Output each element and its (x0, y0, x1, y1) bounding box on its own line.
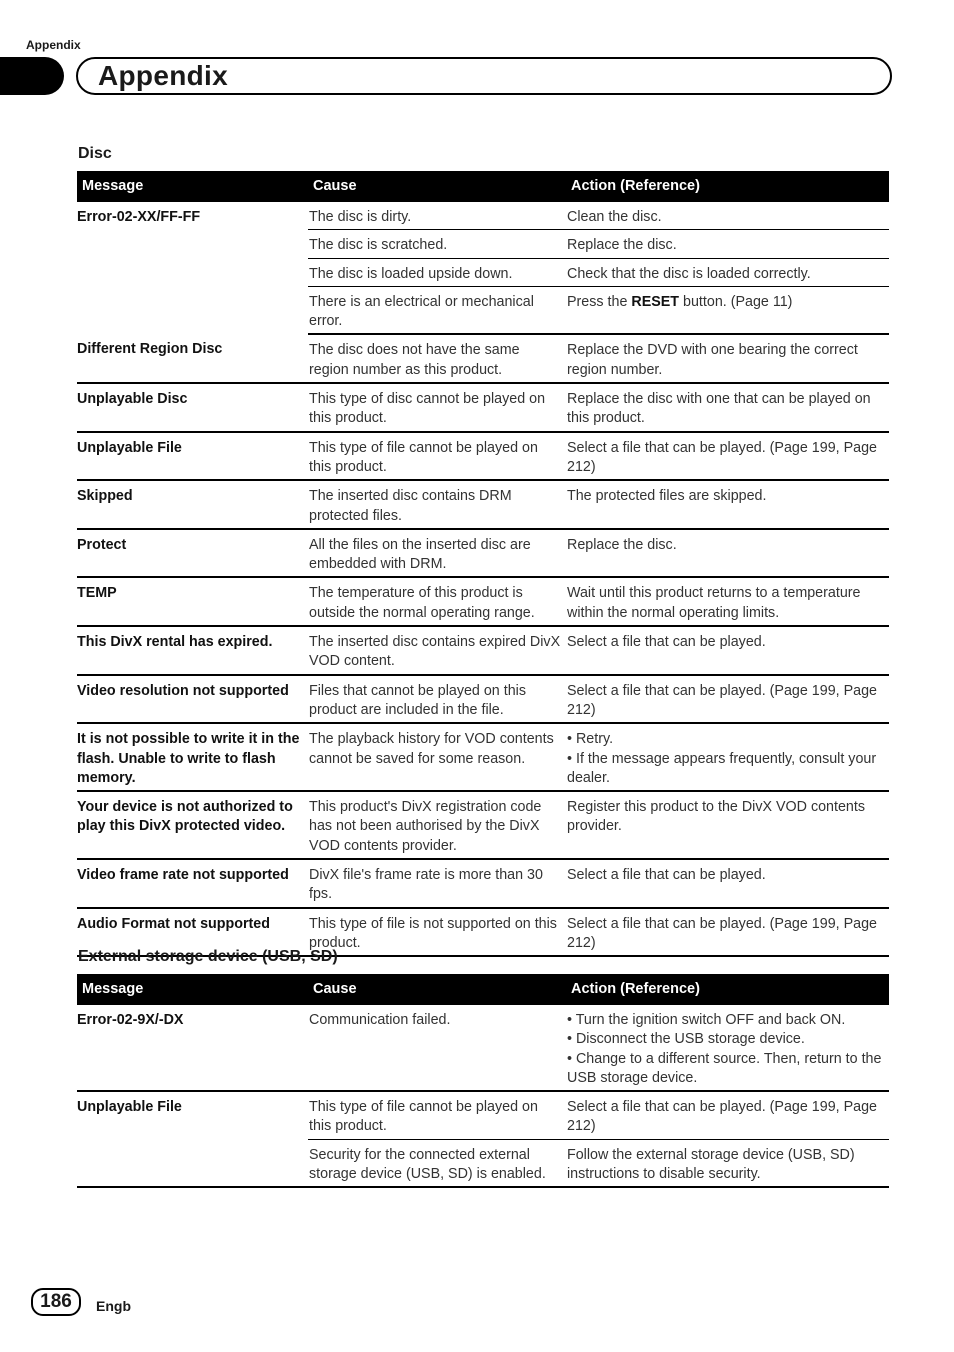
cause-cell: The disc is loaded upside down. (308, 258, 566, 286)
cause-cell: All the files on the inserted disc are embedded with DRM. (308, 529, 566, 578)
action-cell: Select a file that can be played. (Page 199, Page 212) (566, 675, 889, 724)
action-cell: Check that the disc is loaded correctly. (566, 258, 889, 286)
table-row (77, 432, 889, 481)
cause-cell: There is an electrical or mechanical error. (308, 286, 566, 334)
table-row (77, 334, 889, 383)
cause-cell: The temperature of this product is outside the normal operating range. (308, 577, 566, 626)
table-row (77, 480, 889, 529)
message-cell: Audio Format not supported (77, 908, 308, 957)
cause-cell: The disc is dirty. (308, 202, 566, 230)
cause-cell: This type of file cannot be played on this product. (308, 1091, 566, 1139)
breadcrumb: Appendix (26, 38, 81, 52)
language-code: Engb (96, 1298, 131, 1314)
table-header-row (77, 171, 889, 202)
table-row (77, 723, 889, 791)
table-row (77, 791, 889, 859)
action-cell: The protected files are skipped. (566, 480, 889, 529)
action-cell: Select a file that can be played. (Page 199, Page 212) (566, 1091, 889, 1139)
page-title: Appendix (98, 60, 228, 91)
action-text: Press the (567, 293, 632, 310)
action-bullet: • Change to a different source. Then, return to the USB storage device. (567, 1050, 882, 1086)
message-cell: TEMP (77, 577, 308, 626)
disc-error-table (77, 171, 889, 957)
action-text: button. (Page 11) (679, 293, 793, 310)
cause-cell: This type of file cannot be played on this product. (308, 432, 566, 481)
message-cell: Skipped (77, 480, 308, 529)
column-header-message: Message (77, 171, 308, 202)
column-header-message: Message (77, 974, 308, 1005)
message-cell: Your device is not authorized to play this DivX protected video. (77, 791, 308, 859)
message-cell: Different Region Disc (77, 334, 308, 383)
message-cell: Video resolution not supported (77, 675, 308, 724)
action-cell: Replace the disc. (566, 230, 889, 258)
cause-cell: This type of file is not supported on this product. (308, 908, 566, 957)
column-header-action: Action (Reference) (566, 171, 889, 202)
disc-section-title: Disc (78, 145, 112, 162)
action-bullet: • Turn the ignition switch OFF and back ON. (567, 1012, 846, 1028)
action-cell: Replace the disc with one that can be played on this product. (566, 383, 889, 432)
table-row (77, 202, 889, 230)
action-cell: Replace the DVD with one bearing the correct region number. (566, 334, 889, 383)
cause-cell: Files that cannot be played on this product are included in the file. (308, 675, 566, 724)
table-row (77, 1005, 889, 1091)
cause-cell: This product's DivX registration code has not been authorised by the DivX VOD contents provider. (308, 791, 566, 859)
action-cell: Select a file that can be played. (566, 859, 889, 908)
table-row (77, 1091, 889, 1139)
cause-cell: The inserted disc contains expired DivX VOD content. (308, 626, 566, 675)
cause-cell: Security for the connected external storage device (USB, SD) is enabled. (308, 1139, 566, 1187)
action-cell (566, 286, 889, 334)
action-cell: Follow the external storage device (USB, SD) instructions to disable security. (566, 1139, 889, 1187)
cause-cell: The disc does not have the same region number as this product. (308, 334, 566, 383)
action-cell (566, 723, 889, 791)
table-header-row (77, 974, 889, 1005)
action-cell: Select a file that can be played. (Page 199, Page 212) (566, 908, 889, 957)
section-tab-marker (0, 57, 64, 95)
message-cell: Unplayable Disc (77, 383, 308, 432)
action-cell: Clean the disc. (566, 202, 889, 230)
action-cell: Select a file that can be played. (566, 626, 889, 675)
message-cell: Error-02-XX/FF-FF (77, 209, 201, 225)
message-cell: Protect (77, 529, 308, 578)
column-header-action: Action (Reference) (566, 974, 889, 1005)
table-row (77, 675, 889, 724)
action-cell: Select a file that can be played. (Page 199, Page 212) (566, 432, 889, 481)
action-bullet: • Disconnect the USB storage device. (567, 1031, 805, 1048)
table-row (77, 383, 889, 432)
usb-section-title: External storage device (USB, SD) (78, 948, 338, 965)
message-cell: Error-02-9X/-DX (77, 1005, 308, 1091)
table-row (77, 859, 889, 908)
message-cell: It is not possible to write it in the flash. Unable to write to flash memory. (77, 723, 308, 791)
action-cell: Register this product to the DivX VOD contents provider. (566, 791, 889, 859)
cause-cell: This type of disc cannot be played on this product. (308, 383, 566, 432)
column-header-cause: Cause (308, 171, 566, 202)
action-cell: Wait until this product returns to a temperature within the normal operating limits. (566, 577, 889, 626)
reset-button-label: RESET (631, 293, 680, 310)
action-cell (566, 1005, 889, 1091)
page-title-banner (76, 57, 892, 95)
usb-error-table (77, 974, 889, 1188)
column-header-cause: Cause (308, 974, 566, 1005)
message-cell: Unplayable File (77, 1091, 308, 1187)
page-number-badge: 186 (31, 1288, 81, 1316)
cause-cell: DivX file's frame rate is more than 30 fps. (308, 859, 566, 908)
table-row (77, 626, 889, 675)
message-cell: Video frame rate not supported (77, 859, 308, 908)
action-bullet: • Retry. (567, 731, 614, 748)
message-cell: This DivX rental has expired. (77, 626, 308, 675)
table-row (77, 529, 889, 578)
cause-cell: The inserted disc contains DRM protected files. (308, 480, 566, 529)
action-bullet: • If the message appears frequently, consult your dealer. (567, 750, 877, 786)
action-cell: Replace the disc. (566, 529, 889, 578)
cause-cell: The disc is scratched. (308, 230, 566, 258)
table-row (77, 577, 889, 626)
cause-cell: The playback history for VOD contents cannot be saved for some reason. (308, 723, 566, 791)
cause-cell: Communication failed. (308, 1005, 566, 1091)
message-cell: Unplayable File (77, 432, 308, 481)
